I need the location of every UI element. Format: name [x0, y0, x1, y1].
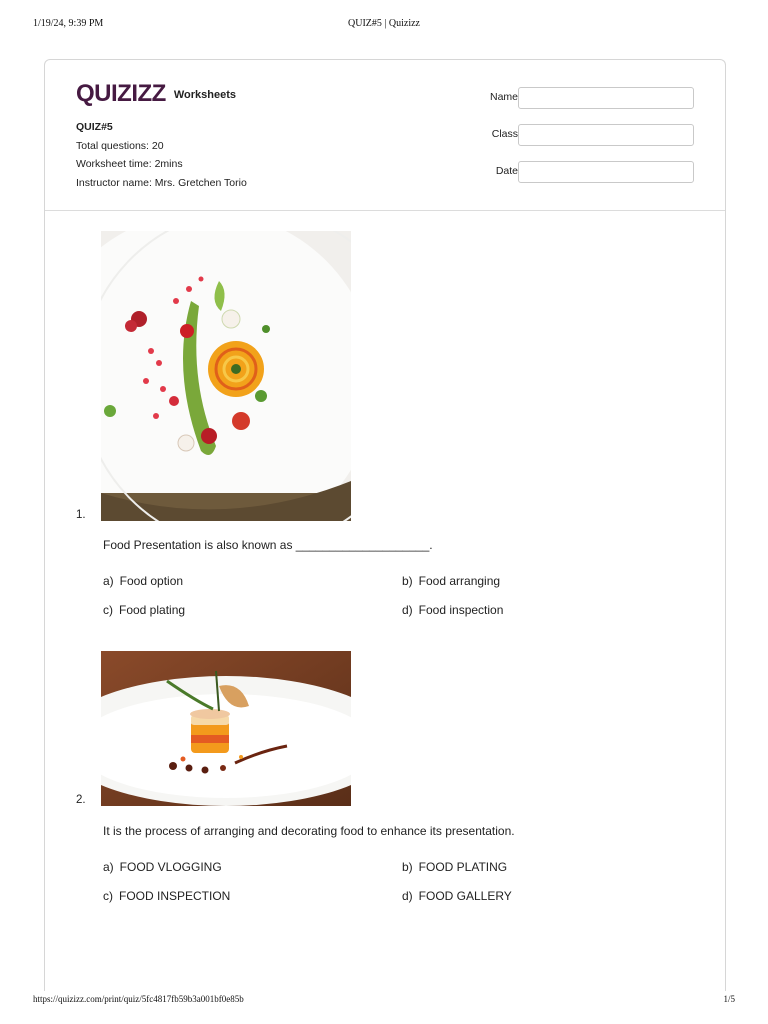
print-header [33, 18, 735, 32]
question-1-option-c: c) Food plating [103, 603, 186, 617]
class-field [475, 124, 695, 146]
worksheet-meta [76, 118, 247, 192]
question-1-option-a: a) Food option [103, 574, 184, 588]
date-label: Date [495, 165, 518, 177]
worksheet-header [45, 60, 725, 211]
question-1-option-d: d) Food inspection [402, 603, 504, 617]
print-datetime: 1/19/24, 9:39 PM [33, 18, 104, 29]
date-input[interactable] [518, 161, 694, 183]
print-page-number: 1/5 [723, 994, 735, 1004]
question-1-text: Food Presentation is also known as ____________________. [103, 538, 433, 552]
worksheet-time: Worksheet time: 2mins [76, 158, 183, 170]
quizizz-logo [76, 81, 236, 107]
question-1-image [101, 231, 351, 521]
name-field [475, 87, 695, 109]
class-input[interactable] [518, 124, 694, 146]
question-1-number: 1. [76, 509, 86, 521]
quiz-title: QUIZ#5 [76, 121, 113, 133]
print-url[interactable]: https://quizizz.com/print/quiz/5fc4817fb59b3a001bf0e85b [33, 994, 244, 1004]
logo-subtitle: Worksheets [173, 89, 236, 101]
name-input[interactable] [518, 87, 694, 109]
class-label: Class [491, 128, 518, 140]
total-questions: Total questions: 20 [76, 139, 164, 152]
worksheet-sheet [44, 59, 726, 991]
question-2-option-c: c) FOOD INSPECTION [103, 889, 231, 903]
print-footer [33, 994, 735, 1008]
question-2-text: It is the process of arranging and decorating food to enhance its presentation. [103, 824, 515, 838]
name-label: Name [489, 91, 518, 103]
question-2-option-d: d) FOOD GALLERY [402, 889, 512, 903]
question-2-option-b: b) FOOD PLATING [402, 860, 508, 874]
question-2-number: 2. [76, 794, 86, 806]
instructor-name: Instructor name: Mrs. Gretchen Torio [76, 176, 247, 189]
date-field [475, 161, 695, 183]
question-2-option-a: a) FOOD VLOGGING [103, 860, 222, 874]
print-page-title: QUIZ#5 | Quizizz [348, 18, 420, 29]
logo-wordmark: QUIZIZZ [76, 80, 166, 107]
question-1-option-b: b) Food arranging [402, 574, 501, 588]
question-2-image [101, 651, 351, 806]
